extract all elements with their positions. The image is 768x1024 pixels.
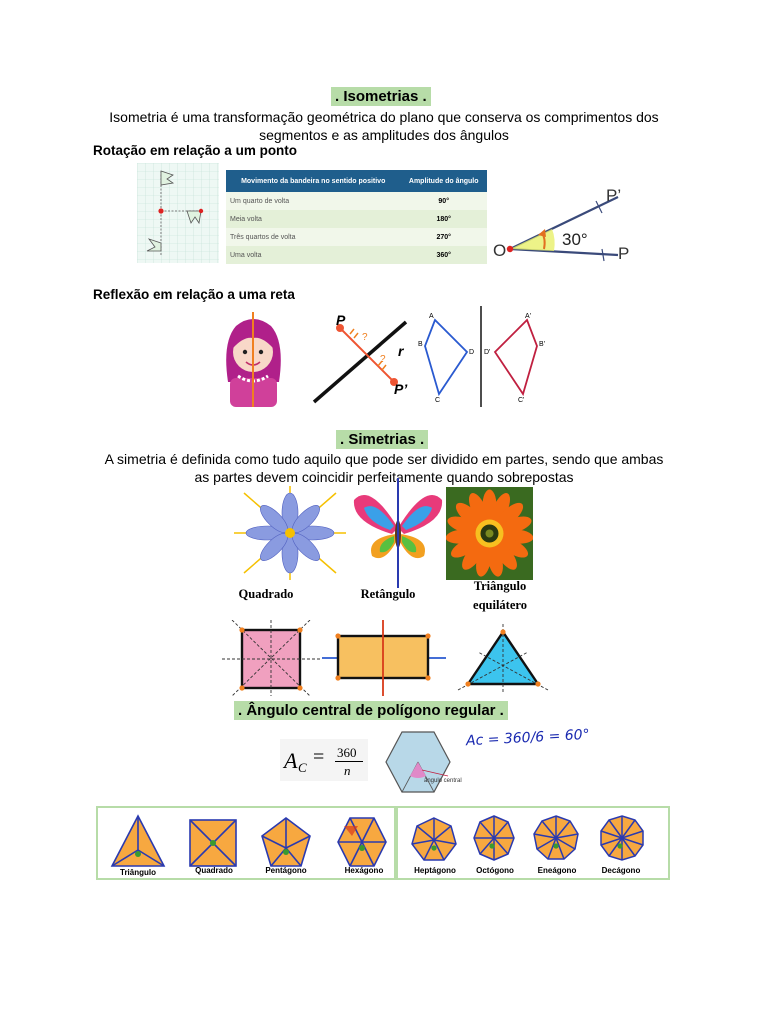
polygon-label-heptagono: Heptágono	[414, 866, 456, 875]
rotation-point-label: P	[618, 244, 630, 263]
reflection-quadrilateral-diagram	[415, 306, 551, 407]
reflection-line-label: r	[398, 343, 404, 359]
symmetric-rectangle-diagram	[322, 620, 446, 696]
polygon-label-quadrado: Quadrado	[195, 866, 233, 875]
table-cell-angle: 270°	[400, 228, 487, 246]
table-cell-movement: Uma volta	[226, 246, 400, 264]
label-d-prime: D'	[484, 349, 491, 356]
rotation-angle-label: 30°	[562, 230, 588, 249]
polygon-label-hexagono: Hexágono	[344, 866, 384, 875]
label-a-prime: A'	[525, 313, 532, 320]
table-row	[226, 246, 487, 264]
shape-label-triangle-line2: equilátero	[473, 598, 527, 612]
symmetric-triangle-diagram	[456, 624, 550, 694]
label-d: D	[469, 349, 475, 356]
handwritten-central-angle-note: Ac = 360/6 = 60°	[465, 726, 591, 750]
reflection-point-diagram	[306, 310, 410, 407]
table-row	[226, 228, 487, 246]
formula-numerator: 360	[337, 745, 357, 760]
reflection-point-label: P	[336, 312, 346, 328]
reflection-image-label: P’	[394, 381, 408, 397]
polygon-label-eneagono: Eneágono	[537, 866, 577, 875]
svg-text:?: ?	[380, 354, 386, 365]
symmetric-butterfly-image	[350, 478, 446, 588]
label-b: B	[418, 341, 423, 348]
polygons-panel-left	[96, 806, 396, 880]
isometrias-definition-line1: Isometria é uma transformação geométrica do plano que conserva os comprimentos dos	[109, 109, 659, 125]
shape-label-square: Quadrado	[238, 587, 294, 601]
rotation-angle-diagram	[490, 183, 635, 263]
symmetric-sunflower-image	[446, 487, 533, 580]
central-angle-formula: A C = 360 n	[280, 739, 368, 781]
rotation-image-label: P’	[606, 186, 622, 205]
rotation-table	[226, 170, 487, 264]
symmetric-square-diagram	[222, 620, 322, 696]
isometrias-definition-line2: segmentos e as amplitudes dos ângulos	[259, 127, 509, 143]
shape-label-triangle-line1: Triângulo	[473, 579, 527, 593]
label-c-prime: C'	[518, 397, 525, 404]
table-cell-movement: Três quartos de volta	[226, 228, 400, 246]
table-header-movement: Movimento da bandeira no sentido positivo	[226, 170, 400, 192]
polygon-label-triangulo: Triângulo	[120, 868, 156, 877]
polygons-panel-right	[396, 806, 670, 880]
simetrias-definition-line1: A simetria é definida como tudo aquilo que pode ser dividido em partes, sendo que ambas	[104, 451, 664, 467]
table-cell-angle: 180°	[400, 210, 487, 228]
table-header-angle: Amplitude do ângulo	[400, 170, 487, 192]
polygon-label-octogono: Octógono	[476, 866, 514, 875]
table-cell-angle: 360°	[400, 246, 487, 264]
reflexao-heading: Reflexão em relação a uma reta	[93, 287, 295, 302]
isometrias-title: . Isometrias .	[331, 87, 431, 106]
angulo-central-title: . Ângulo central de polígono regular .	[234, 701, 508, 720]
formula-denominator: n	[344, 763, 351, 778]
label-c: C	[435, 397, 441, 404]
isometrias-definition	[40, 108, 728, 144]
rotacao-heading: Rotação em relação a um ponto	[93, 143, 298, 158]
polygon-label-pentagono: Pentágono	[265, 866, 307, 875]
symmetric-flower-image	[234, 486, 346, 580]
svg-text:?: ?	[362, 332, 368, 343]
table-cell-movement: Um quarto de volta	[226, 192, 400, 210]
simetrias-definition-line2: as partes devem coincidir perfeitamente quando sobrepostas	[194, 469, 574, 485]
table-cell-movement: Meia volta	[226, 210, 400, 228]
reflection-girl-image	[216, 312, 291, 407]
table-cell-angle: 90°	[400, 192, 487, 210]
simetrias-title: . Simetrias .	[336, 430, 428, 449]
formula-lhs: A	[284, 748, 298, 773]
label-b-prime: B'	[539, 341, 546, 348]
polygon-label-decagono: Decágono	[601, 866, 641, 875]
rotation-origin-label: O	[493, 241, 507, 260]
formula-lhs-sub: C	[298, 760, 307, 775]
rotation-grid-figure	[137, 163, 219, 263]
shape-label-triangle	[456, 577, 544, 615]
hexagon-central-angle-diagram	[380, 730, 476, 794]
shape-label-rectangle: Retângulo	[360, 587, 416, 601]
table-row	[226, 210, 487, 228]
table-row	[226, 192, 487, 210]
hexagon-central-angle-label: ângulo central	[424, 778, 462, 784]
label-a: A	[429, 313, 434, 320]
